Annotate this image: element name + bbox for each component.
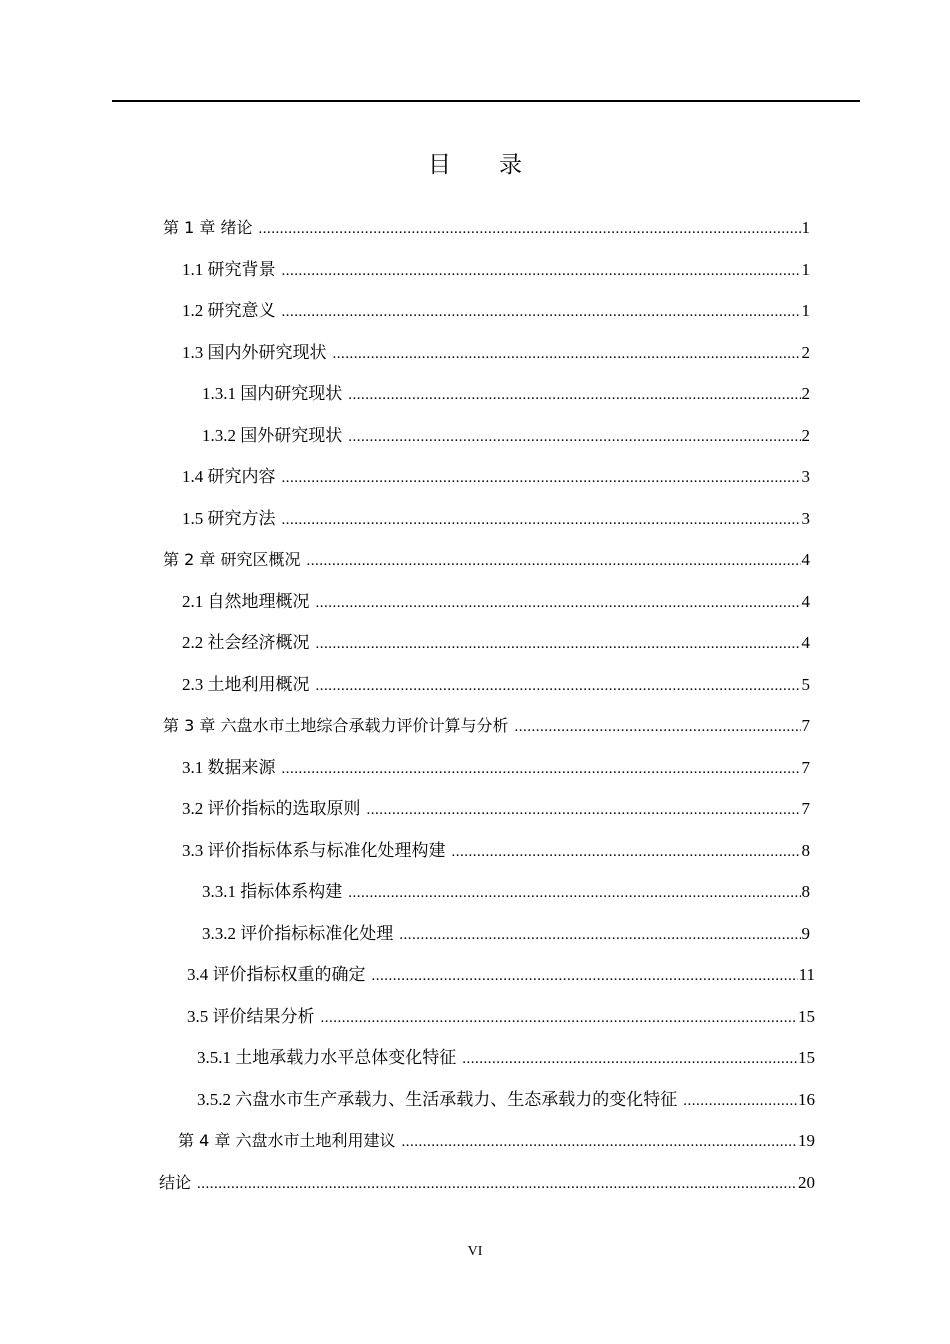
toc-entry-page: 1 [801, 301, 810, 320]
toc-entry-label: 3.1 数据来源 [182, 758, 276, 777]
toc-entry-2-1[interactable] [182, 591, 810, 614]
toc-entry-2-2[interactable] [182, 632, 810, 655]
toc-entry-conclusion[interactable] [159, 1172, 815, 1195]
toc-entry-1-3[interactable] [182, 342, 810, 365]
toc-leader-dots [316, 675, 801, 697]
toc-entry-page: 1 [801, 218, 810, 237]
header-rule [112, 100, 860, 102]
title-char-2: 录 [499, 152, 522, 178]
toc-leader-dots [367, 799, 801, 821]
toc-entry-3-3-1[interactable] [202, 881, 810, 904]
toc-leader-dots [197, 1173, 797, 1195]
toc-entry-page: 20 [798, 1173, 815, 1192]
toc-entry-label: 结论 [159, 1173, 192, 1192]
toc-entry-label: 1.1 研究背景 [182, 260, 276, 279]
toc-entry-page: 2 [801, 343, 810, 362]
toc-entry-label: 1.2 研究意义 [182, 301, 276, 320]
toc-entry-label: 3.5 评价结果分析 [187, 1007, 315, 1026]
toc-leader-dots [316, 592, 801, 614]
toc-leader-dots [462, 1048, 797, 1070]
toc-leader-dots [683, 1090, 797, 1112]
footer-page-number: VI [467, 1244, 483, 1259]
toc-leader-dots [282, 301, 801, 323]
toc-entry-3-3[interactable] [182, 840, 810, 863]
toc-entry-label: 1.5 研究方法 [182, 509, 276, 528]
toc-leader-dots [514, 716, 800, 738]
toc-entry-page: 7 [801, 758, 810, 777]
toc-entry-label: 1.3.2 国外研究现状 [202, 426, 343, 445]
toc-entry-page: 8 [801, 841, 810, 860]
toc-entry-label: 3.5.2 六盘水市生产承载力、生活承载力、生态承载力的变化特征 [197, 1090, 678, 1109]
toc-entry-page: 9 [801, 924, 810, 943]
toc-entry-chapter-3[interactable] [163, 715, 810, 738]
toc-entry-page: 7 [801, 716, 810, 735]
toc-entry-page: 15 [798, 1048, 815, 1067]
toc-entry-page: 4 [801, 592, 810, 611]
toc-entry-label: 第 3 章 六盘水市土地综合承载力评价计算与分析 [163, 716, 509, 735]
toc-entry-1-5[interactable] [182, 508, 810, 531]
toc-entry-1-3-2[interactable] [202, 425, 810, 448]
toc-leader-dots [333, 343, 801, 365]
toc-entry-page: 7 [801, 799, 810, 818]
toc-entry-label: 2.1 自然地理概况 [182, 592, 310, 611]
toc-entry-label: 3.3.2 评价指标标准化处理 [202, 924, 394, 943]
toc-entry-label: 3.4 评价指标权重的确定 [187, 965, 366, 984]
toc-leader-dots [282, 758, 801, 780]
page-title [0, 146, 950, 179]
toc-entry-chapter-4[interactable] [178, 1130, 815, 1153]
toc-entry-2-3[interactable] [182, 674, 810, 697]
toc-entry-3-5-2[interactable] [197, 1089, 815, 1112]
title-char-1: 目 [428, 152, 451, 178]
toc-entry-label: 1.4 研究内容 [182, 467, 276, 486]
toc-leader-dots [399, 924, 800, 946]
toc-leader-dots [401, 1131, 797, 1153]
toc-entry-page: 5 [801, 675, 810, 694]
toc-entry-label: 2.2 社会经济概况 [182, 633, 310, 652]
toc-entry-page: 2 [801, 426, 810, 445]
toc-entry-label: 3.5.1 土地承载力水平总体变化特征 [197, 1048, 457, 1067]
toc-entry-label: 1.3.1 国内研究现状 [202, 384, 343, 403]
toc-entry-label: 第 4 章 六盘水市土地利用建议 [178, 1131, 396, 1150]
toc-entry-3-2[interactable] [182, 798, 810, 821]
toc-leader-dots [282, 467, 801, 489]
toc-entry-label: 3.3.1 指标体系构建 [202, 882, 343, 901]
toc-entry-page: 3 [801, 509, 810, 528]
toc-leader-dots [348, 882, 800, 904]
toc-entry-3-5-1[interactable] [197, 1047, 815, 1070]
toc-entry-page: 16 [798, 1090, 815, 1109]
toc-entry-label: 第 1 章 绪论 [163, 218, 253, 237]
toc-entry-3-4[interactable] [187, 964, 815, 987]
toc-entry-page: 11 [798, 965, 815, 984]
toc-leader-dots [321, 1007, 798, 1029]
toc-entry-page: 4 [801, 550, 810, 569]
toc-entry-label: 1.3 国内外研究现状 [182, 343, 327, 362]
toc-entry-3-3-2[interactable] [202, 923, 810, 946]
toc-leader-dots [316, 633, 801, 655]
toc-leader-dots [258, 218, 800, 240]
toc-leader-dots [306, 550, 800, 572]
toc-entry-page: 4 [801, 633, 810, 652]
toc-entry-label: 3.2 评价指标的选取原则 [182, 799, 361, 818]
toc-entry-3-5[interactable] [187, 1006, 815, 1029]
toc-entry-page: 19 [798, 1131, 815, 1150]
toc-leader-dots [348, 426, 800, 448]
toc-entry-1-3-1[interactable] [202, 383, 810, 406]
toc-leader-dots [348, 384, 800, 406]
toc-entry-3-1[interactable] [182, 757, 810, 780]
toc-entry-chapter-2[interactable] [163, 549, 810, 572]
toc-entry-1-4[interactable] [182, 466, 810, 489]
toc-entry-chapter-1[interactable] [163, 217, 810, 240]
toc-entry-page: 15 [798, 1007, 815, 1026]
toc-leader-dots [372, 965, 798, 987]
toc-entry-page: 1 [801, 260, 810, 279]
toc-leader-dots [282, 260, 801, 282]
toc-entry-page: 2 [801, 384, 810, 403]
toc-leader-dots [282, 509, 801, 531]
toc-leader-dots [452, 841, 801, 863]
toc-entry-page: 3 [801, 467, 810, 486]
toc-entry-1-2[interactable] [182, 300, 810, 323]
toc-entry-label: 3.3 评价指标体系与标准化处理构建 [182, 841, 446, 860]
toc-entry-label: 2.3 土地利用概况 [182, 675, 310, 694]
toc-entry-page: 8 [801, 882, 810, 901]
toc-entry-1-1[interactable] [182, 259, 810, 282]
toc-entry-label: 第 2 章 研究区概况 [163, 550, 301, 569]
